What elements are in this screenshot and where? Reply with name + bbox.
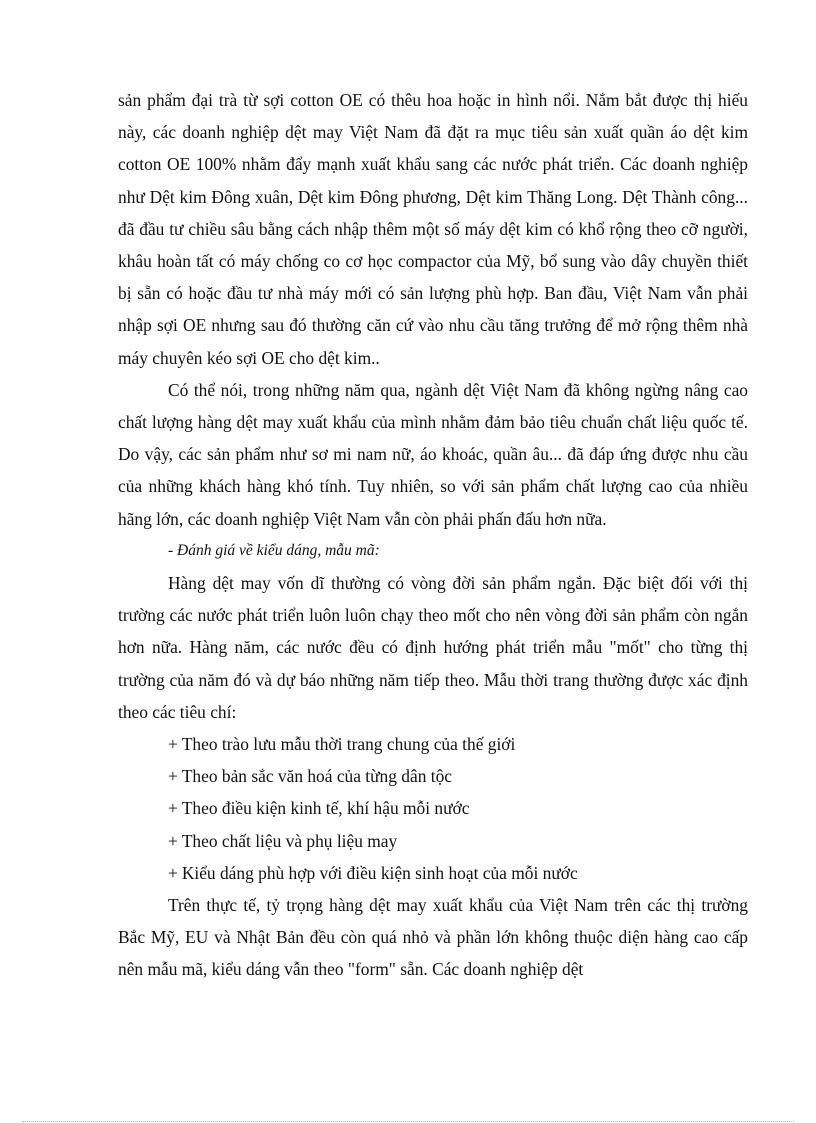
plus-marker: + xyxy=(168,798,178,819)
paragraph-closing: Trên thực tế, tỷ trọng hàng dệt may xuất khẩu của Việt Nam trên các thị trường Bắc Mỹ, EU và Nhật Bản đều còn quá nhỏ và phần lớn không thuộc diện hàng cao cấp nên mẫu mã, kiểu dáng vẫn theo "form" sẵn. Các doanh nghiệp dệt xyxy=(118,895,748,980)
plus-marker: + xyxy=(168,734,178,755)
list-item xyxy=(168,825,748,857)
paragraph-oe-cotton: sản phẩm đại trà từ sợi cotton OE có thêu hoa hoặc in hình nổi. Nắm bắt được thị hiếu này, các doanh nghiệp dệt may Việt Nam đã đặt ra mục tiêu sản xuất quần áo dệt kim cotton OE 100% nhằm đẩy mạnh xuất khẩu sang các nước phát triển. Các doanh nghiệp như Dệt kim Đông xuân, Dệt kim Đông phương, Dệt kim Thăng Long. Dệt Thành công... đã đầu tư chiều sâu bằng cách nhập thêm một số máy dệt kim có khổ rộng theo cỡ người, khâu hoàn tất có máy chống co cơ học compactor của Mỹ, bổ sung vào dây chuyền thiết bị sẵn có hoặc đầu tư nhà máy mới có sản lượng phù hợp. Ban đầu, Việt Nam vẫn phải nhập sợi OE nhưng sau đó thường căn cứ vào nhu cầu tăng trưởng để mở rộng thêm nhà máy chuyên kéo sợi OE cho dệt kim.. xyxy=(118,90,748,368)
list-item xyxy=(168,792,748,824)
section-subheading: - Đánh giá về kiểu dáng, mẫu mã: xyxy=(168,541,380,559)
plus-marker: + xyxy=(168,830,178,851)
criteria-text: Kiểu dáng phù hợp với điều kiện sinh hoạt của mỗi nước xyxy=(181,862,578,883)
paragraph-quality: Có thể nói, trong những năm qua, ngành dệt Việt Nam đã không ngừng nâng cao chất lượng hàng dệt may xuất khẩu của mình nhằm đảm bảo tiêu chuẩn chất liệu quốc tế. Do vậy, các sản phẩm như sơ mi nam nữ, áo khoác, quần âu... đã đáp ứng được nhu cầu của những khách hàng khó tính. Tuy nhiên, so với sản phẩm chất lượng cao của nhiều hãng lớn, các doanh nghiệp Việt Nam vẫn còn phải phấn đấu hơn nữa. xyxy=(118,379,748,529)
list-item xyxy=(168,857,748,889)
criteria-text: Theo bản sắc văn hoá của từng dân tộc xyxy=(181,766,452,787)
criteria-list xyxy=(118,728,748,889)
plus-marker: + xyxy=(168,862,178,883)
list-item xyxy=(168,760,748,792)
criteria-text: Theo trào lưu mẫu thời trang chung của thế giới xyxy=(181,734,516,755)
paragraph-fashion-intro: Hàng dệt may vốn dĩ thường có vòng đời sản phẩm ngắn. Đặc biệt đối với thị trường các nước phát triển luôn luôn chạy theo mốt cho nên vòng đời sản phẩm còn ngắn hơn nữa. Hàng năm, các nước đều có định hướng phát triển mẫu "mốt" cho từng thị trường của năm đó và dự báo những năm tiếp theo. Mẫu thời trang thường được xác định theo các tiêu chí: xyxy=(118,573,748,722)
document-page xyxy=(118,84,748,986)
plus-marker: + xyxy=(168,766,178,787)
criteria-text: Theo điều kiện kinh tế, khí hậu mỗi nước xyxy=(181,798,470,819)
criteria-text: Theo chất liệu và phụ liệu may xyxy=(181,830,398,851)
list-item xyxy=(168,728,748,760)
page-bottom-divider xyxy=(22,1121,794,1122)
